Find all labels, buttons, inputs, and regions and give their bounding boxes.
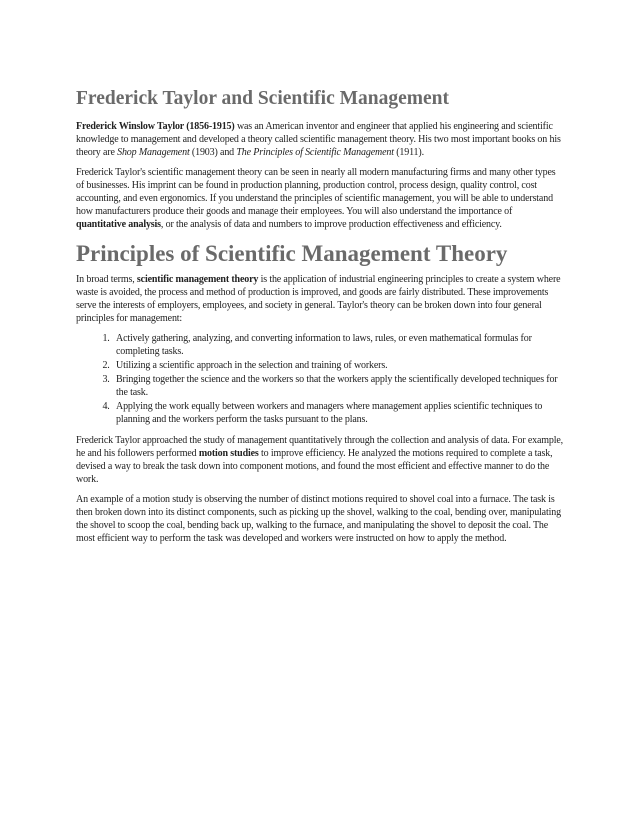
motion-text-2: to improve efficiency. He analyzed the motions required to complete a task, devised a way to break the task down into component motions, and found the most efficient and effective manner to do the work.: [76, 448, 553, 485]
motion-studies-paragraph: [76, 434, 564, 486]
motion-studies-bold: motion studies: [198, 448, 259, 459]
book-title-shop-management: Shop Management: [117, 147, 190, 158]
intro-text-3: (1911).: [393, 147, 424, 158]
imprint-text-1: Frederick Taylor's scientific management theory can be seen in nearly all modern manufacturing firms and many other types of businesses. His imprint can be found in production planning, production control, process design, quality control, cost accounting, and even ergonomics. If you understand the principles of scientific management, you will be able to understand how manufacturers produce their goods and manage their employees. You will also understand the importance of: [76, 167, 556, 217]
section-title-taylor: Frederick Taylor and Scientific Management: [76, 88, 450, 109]
principle-item: 2. Utilizing a scientific approach in the selection and training of workers.: [112, 359, 564, 372]
example-paragraph: An example of a motion study is observing the number of distinct motions required to shovel coal into a furnace. The task is then broken down into its distinct components, such as picking up the shovel, walking to the coal, bending over, manipulating the shovel to scoop the coal, bending back up, walking to the furnace, and manipulating the shovel to deposit the coal. The most efficient way to perform the task was developed and workers were instructed on how to apply the method.: [76, 494, 561, 544]
taylor-name-bold: Frederick Winslow Taylor (1856-1915): [76, 121, 235, 132]
intro-paragraph: [76, 120, 564, 159]
scientific-management-theory-bold: scientific management theory: [136, 274, 259, 285]
quantitative-analysis-bold: quantitative analysis: [76, 219, 161, 230]
principles-intro-text-1: In broad terms,: [76, 274, 137, 285]
imprint-text-2: , or the analysis of data and numbers to improve production effectiveness and efficiency.: [160, 219, 502, 230]
intro-text-1: was an American inventor and engineer that applied his engineering and scientific knowledge to management and developed a theory called scientific management theory. His two most important books on his theory are: [76, 121, 561, 158]
principles-intro-paragraph: [76, 273, 564, 325]
principle-item: 4. Applying the work equally between workers and managers where management applies scientific techniques to planning and the workers perform the tasks pursuant to the plans.: [112, 400, 564, 426]
book-title-principles: The Principles of Scientific Management: [236, 147, 394, 158]
document-page: [76, 88, 564, 552]
imprint-paragraph: [76, 166, 564, 231]
principles-list: [76, 332, 564, 426]
principle-item: 3. Bringing together the science and the workers so that the workers apply the scientifically developed techniques for the task.: [112, 373, 564, 399]
section-title-principles: Principles of Scientific Management Theory: [76, 241, 508, 266]
principle-item: 1. Actively gathering, analyzing, and converting information to laws, rules, or even mathematical formulas for completing tasks.: [112, 332, 564, 358]
motion-text-1: Frederick Taylor approached the study of management quantitatively through the collection and analysis of data. For example, he and his followers performed: [76, 435, 564, 459]
intro-text-2: (1903) and: [189, 147, 237, 158]
principles-intro-text-2: is the application of industrial engineering principles to create a system where waste is avoided, the process and method of production is improved, and goods are fairly distributed. These improvements serve the interests of employers, employees, and society in general. Taylor's theory can be broken down into four general principles for management:: [76, 274, 561, 324]
